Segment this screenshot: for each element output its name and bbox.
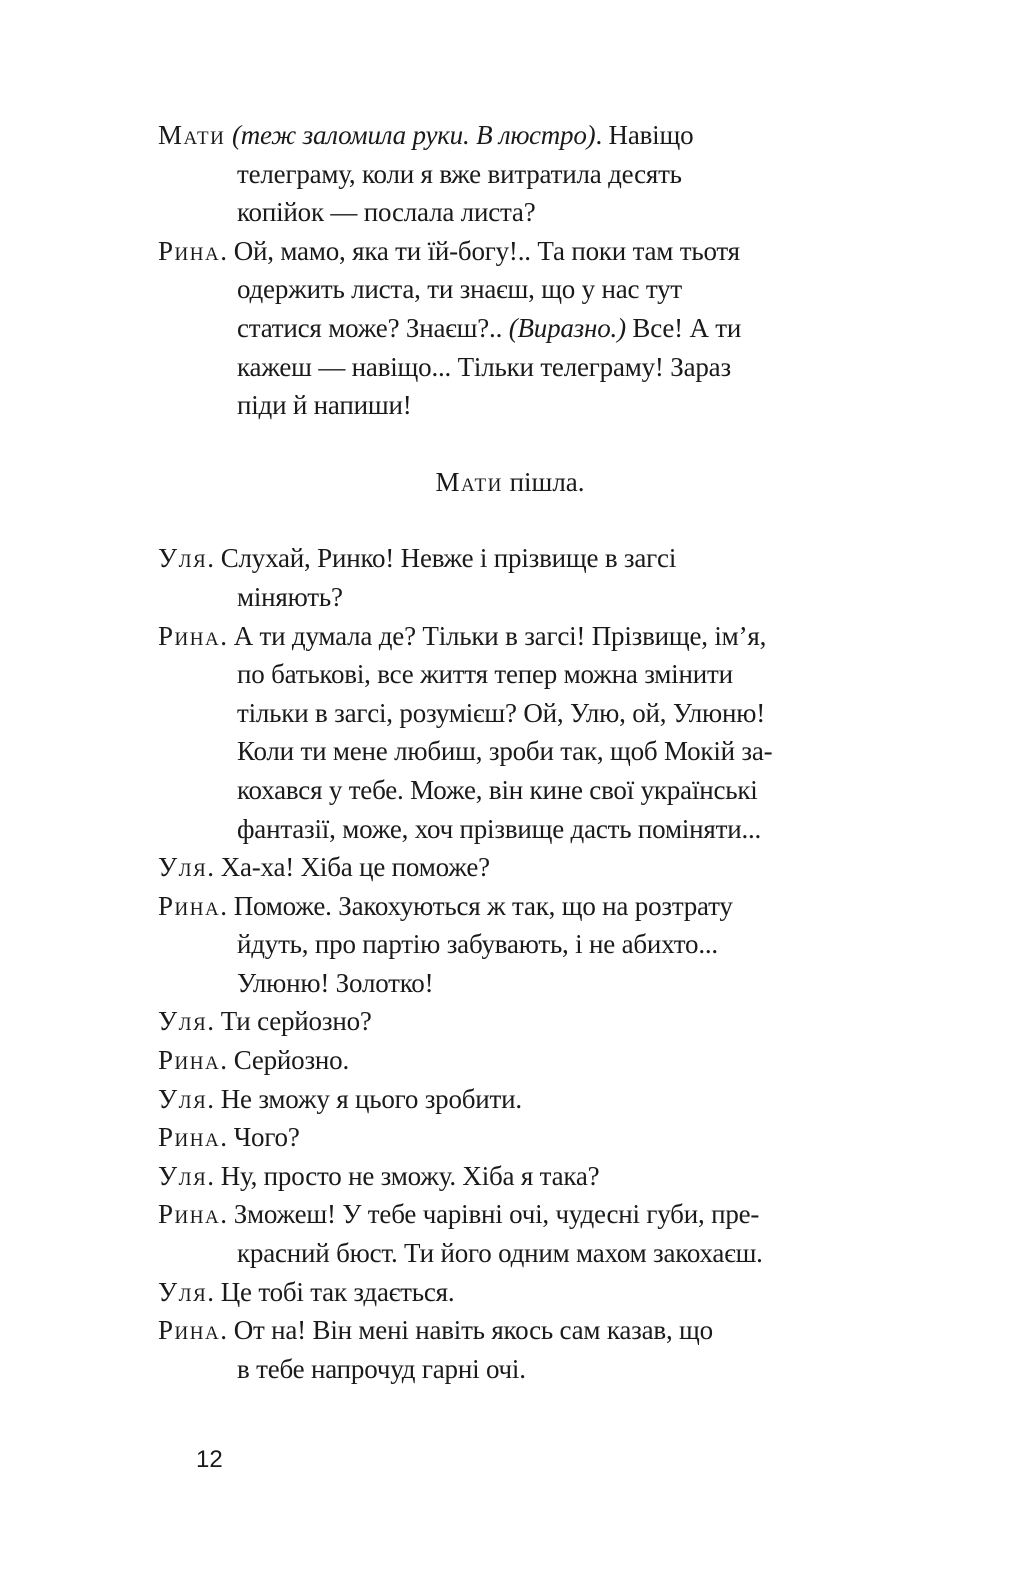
line-text: Не зможу я цього зробити. [220, 1083, 522, 1114]
speaker-name: Уля [158, 1160, 208, 1191]
line-text: Ой, мамо, яка ти їй-богу!.. Та поки там тьотя [233, 235, 740, 266]
text-line [158, 1002, 868, 1041]
speaker-name: Мати [435, 466, 503, 497]
text-line [158, 887, 868, 926]
speaker-period: . [207, 1083, 221, 1114]
text-line [158, 848, 868, 887]
dialogue-entry [158, 887, 868, 1003]
speaker-period: . [220, 1315, 234, 1346]
speaker-period: . [220, 1122, 234, 1153]
line-text: Все! А ти [625, 312, 742, 343]
dialogue-block-ryna [158, 232, 868, 425]
dialogue-entry [158, 1311, 868, 1388]
speaker-period: . [220, 1045, 234, 1076]
text-line: копійок — послала листа? [237, 197, 536, 228]
stage-remark: (теж заломила руки. В люстро) [231, 120, 596, 150]
speaker-period: . [207, 1006, 221, 1037]
page-number: 12 [196, 1446, 223, 1473]
text-line [158, 539, 868, 578]
dialogue-entry [158, 1118, 868, 1157]
speaker-name: Рина [158, 1122, 221, 1153]
text-line [158, 617, 868, 656]
text-line [158, 309, 868, 348]
text-line [158, 1195, 868, 1234]
text-line: одержить листа, ти знаєш, що у нас тут [237, 274, 683, 305]
line-text: Слухай, Ринко! Невже і прізвище в загсі [220, 543, 677, 574]
speaker-name: Уля [158, 1006, 208, 1037]
text-line [158, 1311, 868, 1350]
dialogue-entry [158, 1041, 868, 1080]
speaker-period: . [220, 235, 234, 266]
speaker-name: Уля [158, 852, 208, 883]
speaker-period: . [207, 543, 221, 574]
line-text: Чого? [233, 1122, 300, 1153]
text-line: Коли ти мене любиш, зроби так, щоб Мокій за- [237, 736, 773, 767]
speaker-period: . [220, 620, 234, 651]
line-text: . Навіщо [595, 120, 694, 150]
dialogue-entry [158, 1273, 868, 1312]
dialogue-entry [158, 1195, 868, 1272]
text-line: тільки в загсі, розумієш? Ой, Улю, ой, Улюню! [237, 697, 765, 728]
speaker-name: Уля [158, 543, 208, 574]
line-text: Зможеш! У тебе чарівні очі, чудесні губи, пре- [233, 1199, 760, 1230]
dialogue-entry [158, 1002, 868, 1041]
line-text: Поможе. Закохуються ж так, що на розтрату [233, 890, 733, 921]
dialogue-entry [158, 539, 868, 616]
speaker-name: Рина [158, 620, 221, 651]
line-text: Ну, просто не зможу. Хіба я така? [220, 1160, 600, 1191]
line-text: Ти серйозно? [220, 1006, 372, 1037]
text-line: міняють? [237, 581, 343, 612]
speaker-name: Мати [158, 120, 226, 150]
text-line: красний бюст. Ти його одним махом закохаєш. [237, 1238, 763, 1269]
speaker-name: Рина [158, 1045, 221, 1076]
text-line: телеграму, коли я вже витратила десять [237, 158, 682, 189]
speaker-name: Уля [158, 1083, 208, 1114]
text-line: кохався у тебе. Може, він кине свої українські [237, 774, 758, 805]
text-line [158, 1080, 868, 1119]
text-line: піди й напиши! [237, 390, 412, 421]
dialogue-list [158, 539, 868, 1388]
stage-remark: (Виразно.) [508, 312, 626, 343]
text-line: фантазії, може, хоч прізвище дасть поміняти... [237, 813, 762, 844]
text-line [158, 1118, 868, 1157]
dialogue-entry [158, 848, 868, 887]
text-line: в тебе напрочуд гарні очі. [237, 1353, 526, 1384]
stage-direction-text: пішла. [502, 466, 585, 497]
line-text: Це тобі так здається. [220, 1276, 455, 1307]
page-body [158, 116, 868, 1388]
speaker-name: Рина [158, 1315, 221, 1346]
dialogue-block-mother [158, 116, 868, 232]
text-line: по батькові, все життя тепер можна змінити [237, 659, 733, 690]
stage-direction [158, 463, 868, 502]
text-line [158, 232, 868, 271]
text-line: йдуть, про партію забувають, і не абихто... [237, 929, 718, 960]
speaker-period: . [207, 1276, 221, 1307]
dialogue-entry [158, 617, 868, 849]
speaker-name: Рина [158, 235, 221, 266]
speaker-name: Уля [158, 1276, 208, 1307]
text-line [158, 116, 868, 155]
speaker-period: . [207, 852, 221, 883]
line-text: Серйозно. [233, 1045, 350, 1076]
dialogue-entry [158, 1080, 868, 1119]
line-text: А ти думала де? Тільки в загсі! Прізвище, ім’я, [233, 620, 767, 651]
line-text: Ха-ха! Хіба це поможе? [220, 852, 490, 883]
text-line [158, 1041, 868, 1080]
speaker-period: . [207, 1160, 221, 1191]
speaker-period: . [220, 1199, 234, 1230]
text-line: кажеш — навіщо... Тільки телеграму! Зараз [237, 351, 731, 382]
speaker-name: Рина [158, 1199, 221, 1230]
line-text: статися може? Знаєш?.. [237, 312, 509, 343]
speaker-name: Рина [158, 890, 221, 921]
text-line: Улюню! Золотко! [237, 967, 434, 998]
dialogue-entry [158, 1157, 868, 1196]
text-line [158, 1273, 868, 1312]
speaker-period: . [220, 890, 234, 921]
line-text: От на! Він мені навіть якось сам казав, що [233, 1315, 713, 1346]
text-line [158, 1157, 868, 1196]
